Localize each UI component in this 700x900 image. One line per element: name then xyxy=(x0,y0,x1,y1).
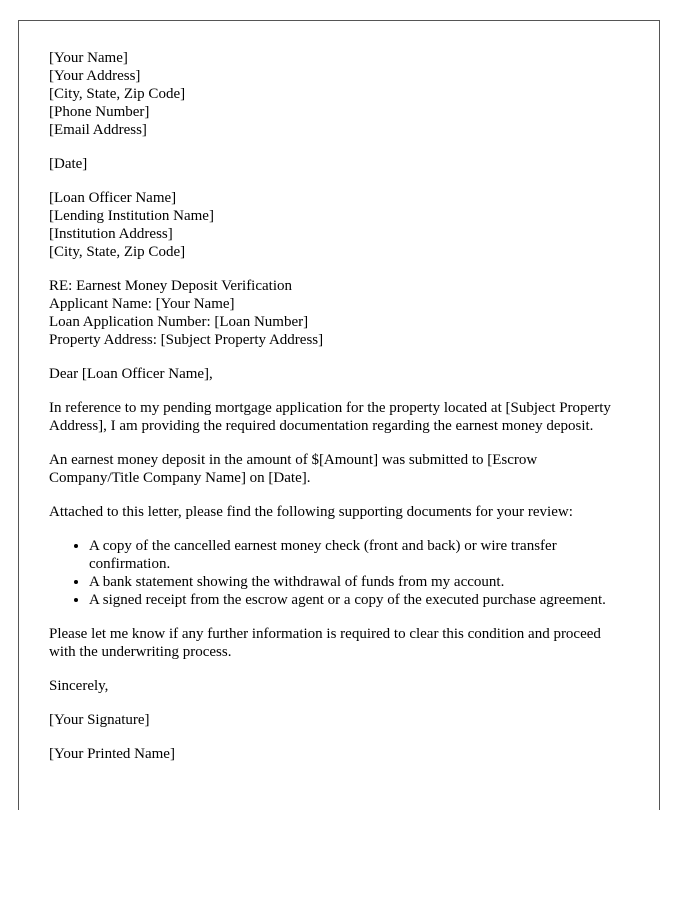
paragraph-intro: In reference to my pending mortgage application for the property located at [Subject Property Address], I am providing the required documentation regarding the earnest money deposit. xyxy=(49,400,611,434)
reference-loan-number: Loan Application Number: [Loan Number] xyxy=(49,314,309,330)
sender-address: [Your Address] xyxy=(49,68,141,84)
list-item: • A bank statement showing the withdrawal of funds from my account. xyxy=(89,573,629,591)
recipient-address: [Institution Address] xyxy=(49,226,173,242)
reference-subject: RE: Earnest Money Deposit Verification xyxy=(49,278,293,294)
salutation: Dear [Loan Officer Name], xyxy=(49,366,213,382)
recipient-institution: [Lending Institution Name] xyxy=(49,208,214,224)
letter-body xyxy=(49,49,629,779)
date-block xyxy=(49,155,629,173)
paragraph-closing: Please let me know if any further information is required to clear this condition and proceed with the underwriting process. xyxy=(49,626,601,660)
list-item: • A copy of the cancelled earnest money check (front and back) or wire transfer confirmation. xyxy=(89,537,629,573)
reference-applicant: Applicant Name: [Your Name] xyxy=(49,296,235,312)
paragraph-deposit: An earnest money deposit in the amount of $[Amount] was submitted to [Escrow Company/Title Company Name] on [Date]. xyxy=(49,452,538,486)
list-item: • A signed receipt from the escrow agent or a copy of the executed purchase agreement. xyxy=(89,591,629,609)
recipient-block xyxy=(49,189,629,261)
sender-block xyxy=(49,49,629,139)
paragraph-attachments: Attached to this letter, please find the following supporting documents for your review: xyxy=(49,504,573,520)
sender-name: [Your Name] xyxy=(49,50,128,66)
signature: [Your Signature] xyxy=(49,712,150,728)
recipient-city-state-zip: [City, State, Zip Code] xyxy=(49,244,186,260)
printed-name: [Your Printed Name] xyxy=(49,746,175,762)
sender-city-state-zip: [City, State, Zip Code] xyxy=(49,86,186,102)
sender-email: [Email Address] xyxy=(49,122,147,138)
letter-date: [Date] xyxy=(49,156,88,172)
reference-block xyxy=(49,277,629,349)
reference-property: Property Address: [Subject Property Address] xyxy=(49,332,324,348)
documents-list xyxy=(49,537,629,609)
letter-page xyxy=(18,20,660,810)
sender-phone: [Phone Number] xyxy=(49,104,150,120)
sign-off: Sincerely, xyxy=(49,678,109,694)
recipient-officer: [Loan Officer Name] xyxy=(49,190,177,206)
